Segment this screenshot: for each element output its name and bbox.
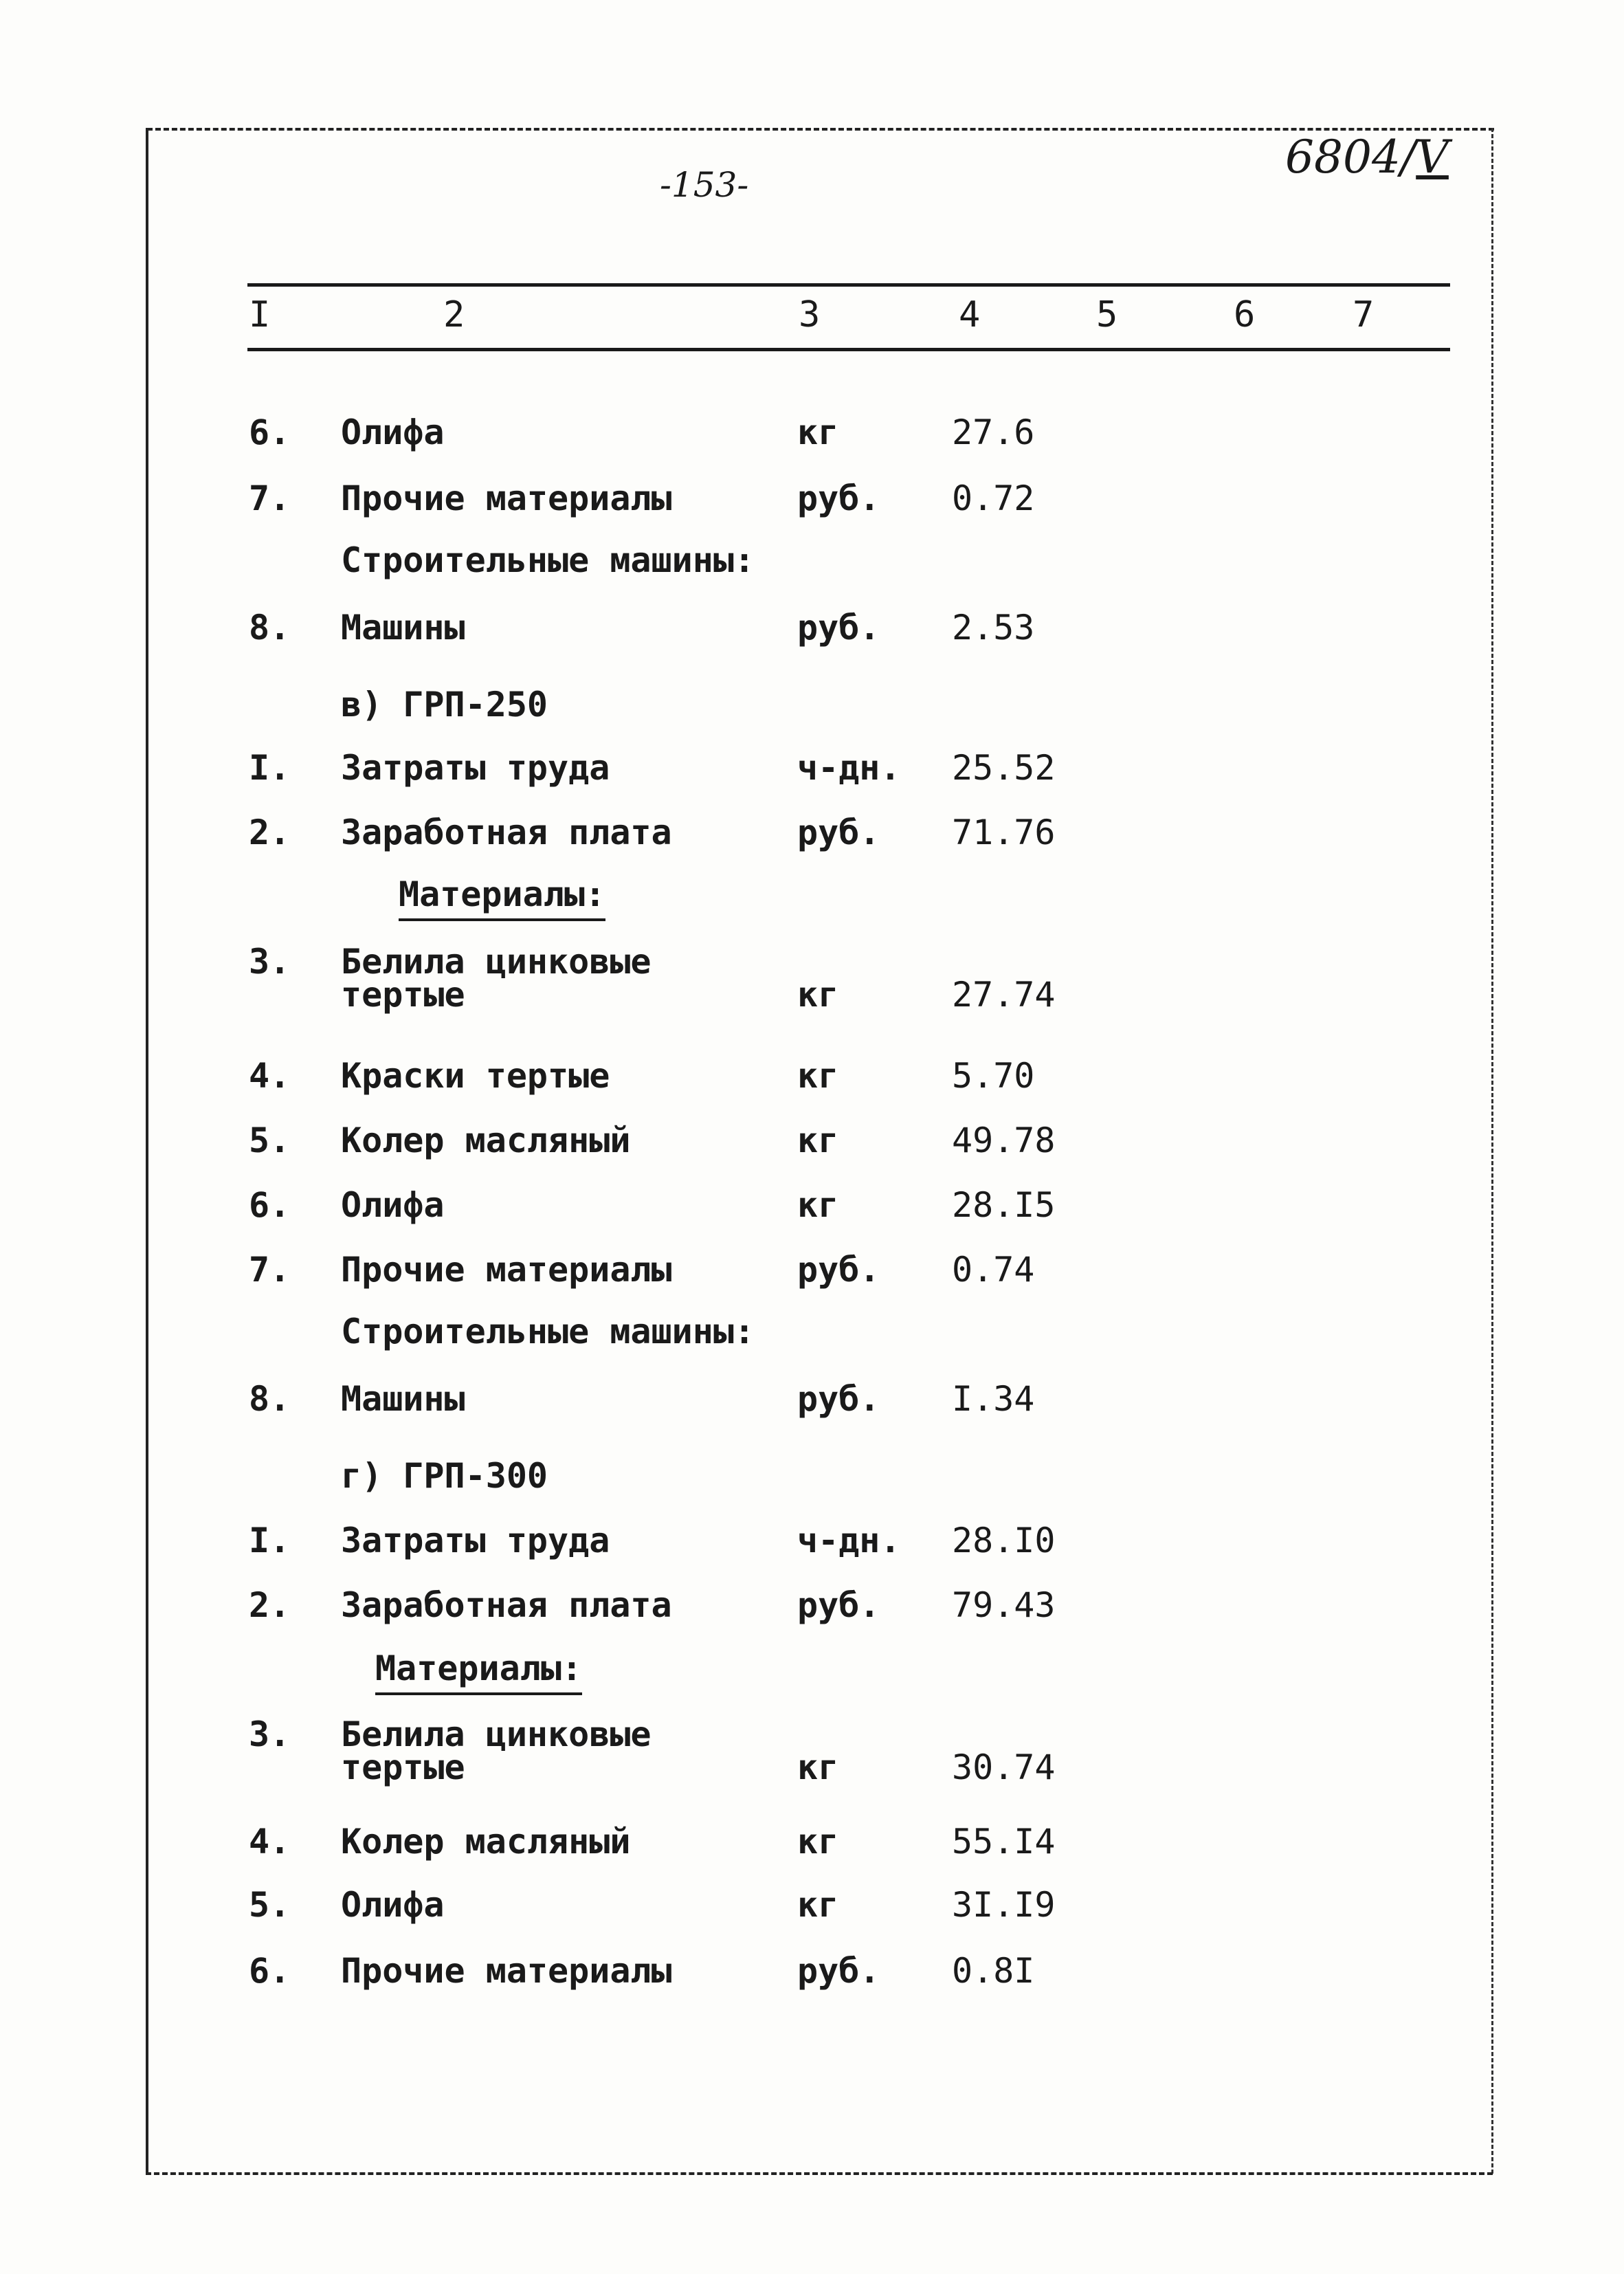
row-value: 79.43 bbox=[952, 1585, 1056, 1625]
row-number: 6. bbox=[249, 1951, 291, 1991]
row-value: 0.8I bbox=[952, 1951, 1035, 1991]
row-name: Заработная плата bbox=[341, 813, 672, 852]
row-value: 28.I0 bbox=[952, 1521, 1056, 1560]
row-number: 7. bbox=[249, 478, 291, 518]
row-unit: руб. bbox=[797, 478, 880, 518]
materials-heading: Материалы: bbox=[399, 874, 605, 921]
row-value: 25.52 bbox=[952, 748, 1056, 788]
row-value: 27.6 bbox=[952, 412, 1035, 452]
column-header-1: I bbox=[249, 294, 271, 335]
column-header-5: 5 bbox=[1096, 294, 1118, 335]
section-heading: Строительные машины: bbox=[341, 540, 755, 580]
row-unit: кг bbox=[797, 412, 839, 452]
row-name: Колер масляный bbox=[341, 1121, 631, 1160]
row-number: 6. bbox=[249, 412, 291, 452]
row-value: I.34 bbox=[952, 1379, 1035, 1419]
row-name: Прочие материалы bbox=[341, 478, 672, 518]
row-unit: кг bbox=[797, 1885, 839, 1925]
column-header-6: 6 bbox=[1234, 294, 1256, 335]
group-heading: в) ГРП-250 bbox=[341, 685, 548, 725]
row-number: 2. bbox=[249, 1585, 291, 1625]
row-name: Олифа bbox=[341, 412, 445, 452]
row-unit: кг bbox=[797, 1822, 839, 1862]
row-number: 3. bbox=[249, 1714, 291, 1754]
row-name-continued: тертые bbox=[341, 975, 465, 1015]
materials-heading-wrap bbox=[399, 874, 606, 914]
document-id-roman: V bbox=[1416, 131, 1449, 184]
row-number: 6. bbox=[249, 1185, 291, 1225]
row-unit: руб. bbox=[797, 1951, 880, 1991]
row-unit: руб. bbox=[797, 608, 880, 648]
row-name: Колер масляный bbox=[341, 1822, 631, 1862]
document-id-main: 6804/ bbox=[1285, 131, 1416, 184]
row-name: Прочие материалы bbox=[341, 1951, 672, 1991]
page-number: -153- bbox=[660, 165, 749, 205]
row-value: 71.76 bbox=[952, 813, 1056, 852]
row-number: 8. bbox=[249, 608, 291, 648]
row-name: Машины bbox=[341, 1379, 465, 1419]
document-id bbox=[1285, 131, 1449, 184]
row-number: 4. bbox=[249, 1056, 291, 1096]
row-unit: кг bbox=[797, 1185, 839, 1225]
row-value: 49.78 bbox=[952, 1121, 1056, 1160]
frame-bottom-border bbox=[146, 2172, 1493, 2175]
row-name: Олифа bbox=[341, 1885, 445, 1925]
row-number: 3. bbox=[249, 942, 291, 982]
row-number: 2. bbox=[249, 813, 291, 852]
row-number: I. bbox=[249, 748, 291, 788]
row-value: 28.I5 bbox=[952, 1185, 1056, 1225]
row-number: 5. bbox=[249, 1885, 291, 1925]
row-name: Краски тертые bbox=[341, 1056, 610, 1096]
row-unit: руб. bbox=[797, 1250, 880, 1290]
row-value: 55.I4 bbox=[952, 1822, 1056, 1862]
column-header-3: 3 bbox=[799, 294, 821, 335]
materials-heading-wrap bbox=[375, 1648, 583, 1688]
header-top-rule bbox=[247, 283, 1450, 287]
column-header-4: 4 bbox=[959, 294, 981, 335]
row-unit: руб. bbox=[797, 1585, 880, 1625]
row-number: I. bbox=[249, 1521, 291, 1560]
row-number: 8. bbox=[249, 1379, 291, 1419]
row-number: 7. bbox=[249, 1250, 291, 1290]
row-unit: кг bbox=[797, 1747, 839, 1787]
row-value: 2.53 bbox=[952, 608, 1035, 648]
row-name: Белила цинковые bbox=[341, 1714, 652, 1754]
row-unit: руб. bbox=[797, 1379, 880, 1419]
column-header-7: 7 bbox=[1353, 294, 1375, 335]
frame-right-border bbox=[1491, 128, 1493, 2174]
row-unit: ч-дн. bbox=[797, 1521, 901, 1560]
row-name: Прочие материалы bbox=[341, 1250, 672, 1290]
section-heading: Строительные машины: bbox=[341, 1312, 755, 1351]
row-unit: ч-дн. bbox=[797, 748, 901, 788]
frame-left-border bbox=[146, 128, 148, 2174]
group-heading: г) ГРП-300 bbox=[341, 1456, 548, 1496]
row-value: 30.74 bbox=[952, 1747, 1056, 1787]
row-unit: кг bbox=[797, 1056, 839, 1096]
row-name: Затраты труда bbox=[341, 1521, 610, 1560]
row-number: 5. bbox=[249, 1121, 291, 1160]
row-name: Белила цинковые bbox=[341, 942, 652, 982]
row-unit: кг bbox=[797, 1121, 839, 1160]
row-name: Затраты труда bbox=[341, 748, 610, 788]
column-header-2: 2 bbox=[443, 294, 465, 335]
row-name: Олифа bbox=[341, 1185, 445, 1225]
row-value: 5.70 bbox=[952, 1056, 1035, 1096]
row-value: 27.74 bbox=[952, 975, 1056, 1015]
materials-heading: Материалы: bbox=[375, 1648, 582, 1695]
header-bottom-rule bbox=[247, 348, 1450, 351]
row-number: 4. bbox=[249, 1822, 291, 1862]
row-value: 3I.I9 bbox=[952, 1885, 1056, 1925]
row-unit: кг bbox=[797, 975, 839, 1015]
row-name: Заработная плата bbox=[341, 1585, 672, 1625]
row-name: Машины bbox=[341, 608, 465, 648]
row-value: 0.74 bbox=[952, 1250, 1035, 1290]
row-unit: руб. bbox=[797, 813, 880, 852]
row-value: 0.72 bbox=[952, 478, 1035, 518]
row-name-continued: тертые bbox=[341, 1747, 465, 1787]
